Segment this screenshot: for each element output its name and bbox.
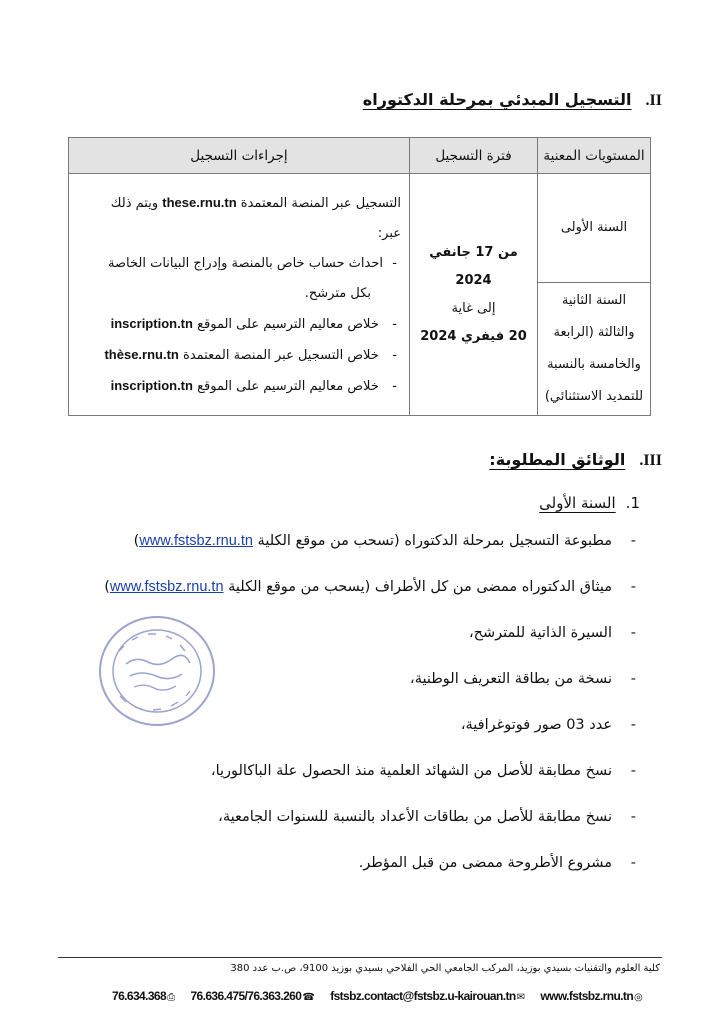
footer-contacts [112,989,643,1003]
proc-intro-line [111,196,401,211]
proc-item-4-site: inscription.tn [110,377,193,393]
section-2-heading [363,90,662,110]
section-2-number: II. [645,92,662,109]
proc-intro-suffix: ويتم ذلك [110,195,159,211]
doc-text: نسخ مطابقة للأصل من بطاقات الأعداد بالنسبة للسنوات الجامعية، [218,809,612,825]
list-item [52,840,612,886]
level-other-line: والثالثة (الرابعة [553,325,635,340]
fax-value: 76.634.368 [112,989,167,1003]
period-start: من 17 جانفي 2024 [429,244,518,288]
level-first-year: السنة الأولى [538,174,651,283]
list-item [52,794,612,840]
level-other-years [538,283,651,416]
proc-item-4-text: خلاص معاليم الترسيم على الموقع [197,378,379,394]
website-value[interactable]: www.fstsbz.rnu.tn [540,989,634,1003]
doc-text: السيرة الذاتية للمترشح، [468,625,612,641]
doc-text: مطبوعة التسجيل بمرحلة الدكتوراه (تسحب من موقع الكلية [257,533,612,549]
proc-item-3-text: خلاص التسجيل عبر المنصة المعتمدة [183,347,379,363]
proc-intro-site: these.rnu.tn [162,194,237,210]
doc-text: عدد 03 صور فوتوغرافية، [460,717,612,733]
section-3-title: الوثائق المطلوبة: [489,450,626,469]
header-procedures: إجراءات التسجيل [69,138,410,174]
footer-address: كلية العلوم والتقنيات بسيدي بوزيد، المركب الجامعي الحي الفلاحي بسيدي بوزيد 9100، ص.ب عدد 380 [230,963,660,974]
registration-procedures [69,174,410,416]
table-row [69,174,651,283]
proc-intro-via: عبر: [377,225,401,241]
header-levels: المستويات المعنية [538,138,651,174]
level-other-line: السنة الثانية [561,293,627,308]
faculty-website-link[interactable]: www.fstsbz.rnu.tn [139,533,253,549]
section-3-heading [489,450,662,470]
proc-item-1 [77,249,401,279]
list-item [52,518,612,564]
proc-item-2-site: inscription.tn [110,315,193,331]
section-3-number: III. [639,452,662,469]
doc-text: مشروع الأطروحة ممضى من قبل المؤطر. [358,855,612,871]
table-header-row [69,138,651,174]
proc-item-2 [77,309,401,340]
subsection-first-year [539,494,640,512]
footer-phone [190,989,314,1003]
level-other-line: والخامسة بالنسبة [547,357,641,372]
globe-icon: ◎ [634,992,643,1003]
subsection-number: 1. [625,494,640,512]
doc-text: نسخ مطابقة للأصل من الشهائد العلمية منذ الحصول علة الباكالوريا، [210,763,612,779]
footer-website [540,989,642,1003]
section-2-title: التسجيل المبدئي بمرحلة الدكتوراه [362,90,632,109]
phone-icon: ☎ [302,992,315,1003]
footer-divider [58,957,662,958]
proc-intro-text: التسجيل عبر المنصة المعتمدة [240,195,401,211]
fax-icon: ⎙ [167,992,175,1003]
proc-item-1-text: احداث حساب خاص بالمنصة وإدراج البيانات الخاصة [108,255,383,271]
proc-item-3 [77,340,401,371]
proc-item-3-site: thèse.rnu.tn [104,346,179,362]
registration-period [410,174,538,416]
doc-text: ميثاق الدكتوراه ممضى من كل الأطراف (يسحب من موقع الكلية [228,579,612,595]
list-item [52,748,612,794]
level-other-line: للتمديد الاستثنائي) [544,389,644,404]
proc-item-2-text: خلاص معاليم الترسيم على الموقع [197,316,379,332]
doc-suffix: ) [104,579,110,595]
footer-email [330,989,524,1003]
list-item [52,564,612,610]
official-stamp-icon [96,612,218,730]
doc-suffix: ) [133,533,140,549]
subsection-title: السنة الأولى [539,494,616,512]
faculty-website-link[interactable]: www.fstsbz.rnu.tn [109,579,224,595]
doc-text: نسخة من بطاقة التعريف الوطنية، [410,671,612,687]
phone-value: 76.636.475/76.363.260 [190,989,302,1003]
period-end: 20 فيفري 2024 [420,328,527,344]
email-value[interactable]: fstsbz.contact@fstsbz.u-kairouan.tn [330,989,516,1003]
header-period: فترة التسجيل [410,138,538,174]
proc-item-4 [77,371,401,402]
proc-item-1-cont: بكل مترشح. [304,285,371,301]
registration-table [68,137,651,416]
email-icon: ✉ [516,992,525,1003]
footer-fax [112,989,174,1003]
period-until: إلى غاية [451,300,496,316]
